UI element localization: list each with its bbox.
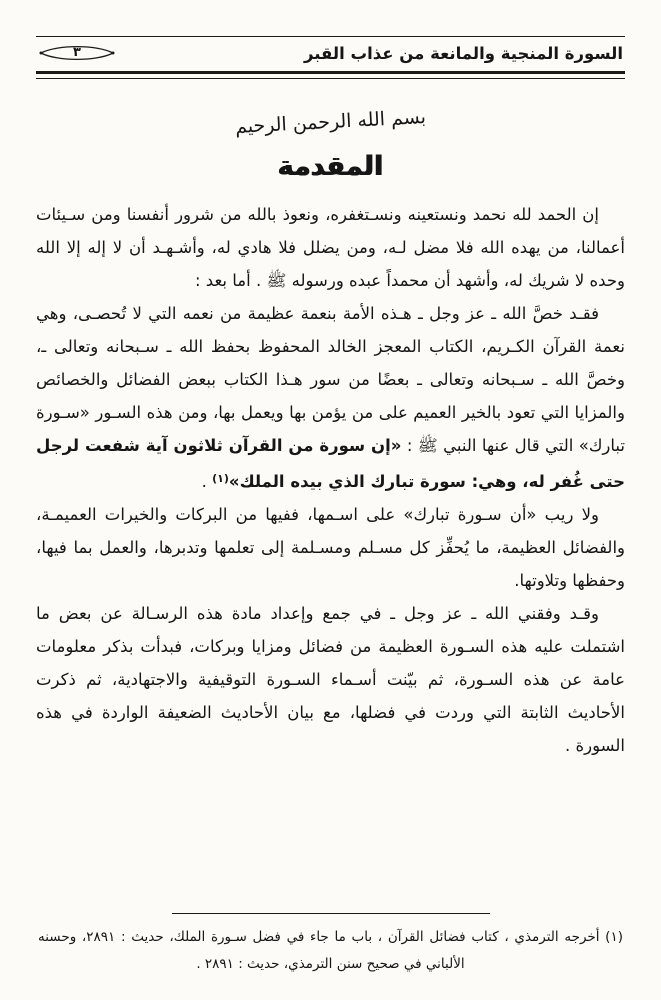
body-text xyxy=(36,198,625,762)
section-heading: المقدمة xyxy=(277,151,384,182)
page-number: ٣ xyxy=(73,44,81,60)
basmala-calligraphy: بسم الله الرحمن الرحيم xyxy=(234,106,427,138)
footnote-separator xyxy=(172,913,490,914)
footnote-reference: (١) xyxy=(212,472,229,485)
paragraph-blessings xyxy=(36,498,625,597)
footnote-area xyxy=(36,913,625,1000)
footnote-text: (١) أخرجه الترمذي ، كتاب فضائل القرآن ، باب ما جاء في فضل سـورة الملك، حديث : ٢٨٩١، وحسنه الألباني في صحيح سنن الترمذي، حديث : ٢٨٩١ . xyxy=(38,929,623,972)
text-segment: . xyxy=(201,472,213,491)
text-segment: ولا ريب «أن سـورة تبارك» على اسـمها، ففيها من البركات والخيرات العميمـة، والفضائل العظيمة، ما يُحفِّز كل مسـلم ومسـلمة إلى تعلمها وتدبرها، والعمل بما فيها، وحفظها وتلاوتها. xyxy=(36,505,625,590)
footnote xyxy=(36,924,625,978)
text-segment: فقـد خصَّ الله ـ عز وجل ـ هـذه الأمة بنعمة عظيمة من نعمه التي لا تُحصـى، وهي نعمة القرآن الكـريم، الكتاب المعجز الخالد المحفوظ بحفظ الله ـ سـبحانه وتعالى ـ، وخصَّ الله ـ سـبحانه وتعالى ـ بعضًا من سور هـذا الكتاب ببعض الفضائل والخصائص والمزايا التي تعود بالخير العميم على من يؤمن بها ويعمل بها، ومن هذه السـور «سـورة تبارك» التي قال عنها النبي ﷺ : xyxy=(36,304,625,455)
header-row xyxy=(36,37,625,71)
paragraph-methodology xyxy=(36,597,625,762)
running-title: السورة المنجية والمانعة من عذاب القبر xyxy=(304,43,623,63)
text-segment: إن الحمد لله نحمد ونستعينه ونسـتغفره، ونعوذ بالله من شرور أنفسنا ومن سـيئات أعمالنا، من يهده الله فلا مضل لـه، ومن يضلل فلا هادي له، وأشـهـد أن لا إله إلا الله وحده لا شريك له، وأشهد أن محمداً عبده ورسوله ﷺ . أما بعد : xyxy=(36,205,625,290)
page-number-ornament xyxy=(38,42,116,64)
text-segment: وقـد وفقني الله ـ عز وجل ـ في جمع وإعداد مادة هذه الرسـالة عن بعض ما اشتملت عليه هذه السـورة العظيمة من فضائل ومزايا وبركات، فبدأت بذكر معلومات عامة عن هذه السـورة، ثم بيّنت أسـماء السـورة التوقيفية والاجتهادية، ثم ذكرت الأحاديث الثابتة التي وردت في فضلها، مع بيان الأحاديث الضعيفة الواردة في هذه السورة . xyxy=(36,604,625,755)
paragraph-surah-virtue xyxy=(36,297,625,498)
header-bottom-rule xyxy=(36,71,625,79)
hadith-quote: «إن سورة من القرآن ثلاثون آية شفعت لرجل حتى غُفر له، وهي: سورة تبارك الذي بيده الملك» xyxy=(36,436,625,491)
paragraph-intro xyxy=(36,198,625,297)
page-header xyxy=(36,36,625,79)
